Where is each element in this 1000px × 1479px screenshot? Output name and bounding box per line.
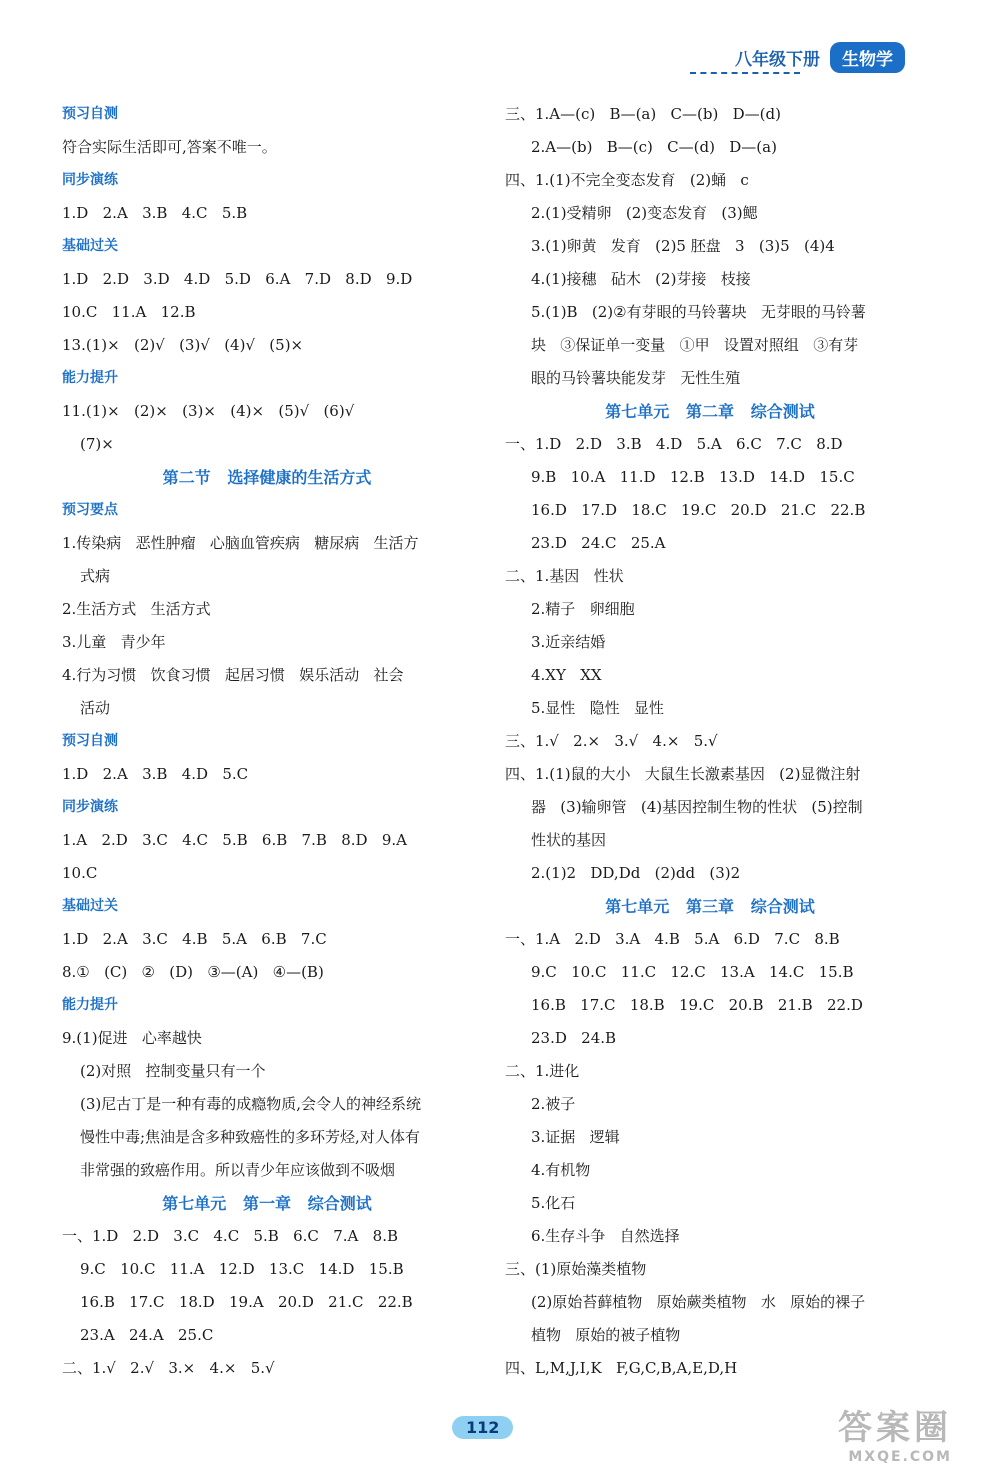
answer-line: 2.精子 卵细胞 — [531, 600, 635, 618]
section-heading: 第七单元 第三章 综合测试 — [605, 897, 815, 916]
answer-line: 3.(1)卵黄 发育 (2)5 胚盘 3 (3)5 (4)4 — [531, 237, 835, 255]
answer-line: (3)尼古丁是一种有毒的成瘾物质,会令人的神经系统 — [80, 1095, 422, 1113]
answer-line: 1.传染病 恶性肿瘤 心脑血管疾病 糖尿病 生活方 — [62, 534, 419, 552]
answer-line: 块 ③保证单一变量 ①甲 设置对照组 ③有芽 — [531, 336, 859, 354]
answer-line: 4.有机物 — [531, 1161, 591, 1179]
section-label: 预习自测 — [62, 733, 118, 749]
answer-line: 性状的基因 — [531, 831, 607, 849]
answer-line: 9.(1)促进 心率越快 — [62, 1029, 202, 1047]
answer-line: (2)原始苔藓植物 原始蕨类植物 水 原始的裸子 — [531, 1293, 866, 1311]
answer-line: 1.D 2.A 3.B 4.C 5.B — [62, 204, 248, 222]
answer-line: 3.儿童 青少年 — [62, 633, 166, 651]
answer-line: 16.B 17.C 18.D 19.A 20.D 21.C 22.B — [80, 1293, 413, 1311]
section-heading: 第七单元 第一章 综合测试 — [162, 1194, 372, 1213]
answer-line: 4.(1)接穗 砧木 (2)芽接 枝接 — [531, 270, 751, 288]
answer-line: 式病 — [80, 567, 111, 585]
answer-line: 二、1.√ 2.√ 3.× 4.× 5.√ — [62, 1359, 275, 1377]
section-label: 同步演练 — [62, 799, 118, 815]
page-header — [735, 42, 905, 73]
answer-line: 活动 — [80, 699, 111, 717]
section-label: 同步演练 — [62, 172, 118, 188]
answer-line: 1.A 2.D 3.C 4.C 5.B 6.B 7.B 8.D 9.A — [62, 831, 407, 849]
answer-line: 二、1.进化 — [505, 1062, 580, 1080]
header-divider — [690, 72, 800, 74]
section-label: 预习自测 — [62, 106, 118, 122]
answer-line: 四、1.(1)鼠的大小 大鼠生长激素基因 (2)显微注射 — [505, 765, 861, 783]
answer-line: 植物 原始的被子植物 — [531, 1326, 681, 1344]
answer-line: 16.D 17.D 18.C 19.C 20.D 21.C 22.B — [531, 501, 866, 519]
watermark-text: 答案圈 — [838, 1408, 952, 1448]
answer-line: 1.D 2.A 3.C 4.B 5.A 6.B 7.C — [62, 930, 327, 948]
answer-line: 三、(1)原始藻类植物 — [505, 1260, 647, 1278]
section-label: 能力提升 — [62, 997, 118, 1013]
answer-line: 5.(1)B (2)②有芽眼的马铃薯块 无芽眼的马铃薯 — [531, 303, 866, 321]
answer-line: 符合实际生活即可,答案不唯一。 — [62, 138, 277, 156]
answer-line: 2.生活方式 生活方式 — [62, 600, 211, 618]
section-heading: 第七单元 第二章 综合测试 — [605, 402, 815, 421]
answer-line: 13.(1)× (2)√ (3)√ (4)√ (5)× — [62, 336, 304, 354]
answer-line: 5.显性 隐性 显性 — [531, 699, 664, 717]
section-label: 基础过关 — [62, 238, 118, 254]
answer-line: 4.XY XX — [531, 666, 602, 684]
grade-label: 八年级下册 — [735, 50, 820, 70]
section-label: 基础过关 — [62, 898, 118, 914]
answer-line: 四、L,M,J,I,K F,G,C,B,A,E,D,H — [505, 1359, 738, 1377]
section-label: 预习要点 — [62, 502, 118, 518]
answer-line: 23.D 24.C 25.A — [531, 534, 666, 552]
answer-line: 1.D 2.D 3.D 4.D 5.D 6.A 7.D 8.D 9.D — [62, 270, 413, 288]
answer-line: 9.B 10.A 11.D 12.B 13.D 14.D 15.C — [531, 468, 855, 486]
answer-line: 2.(1)受精卵 (2)变态发育 (3)鳃 — [531, 204, 758, 222]
answer-line: 1.D 2.A 3.B 4.D 5.C — [62, 765, 249, 783]
answer-line: 三、1.√ 2.× 3.√ 4.× 5.√ — [505, 732, 718, 750]
answer-line: 2.被子 — [531, 1095, 576, 1113]
answer-line: 2.(1)2 DD,Dd (2)dd (3)2 — [531, 864, 741, 882]
answer-line: 器 (3)输卵管 (4)基因控制生物的性状 (5)控制 — [531, 798, 863, 816]
answer-line: 一、1.D 2.D 3.B 4.D 5.A 6.C 7.C 8.D — [505, 435, 843, 453]
answer-line: 3.近亲结婚 — [531, 633, 606, 651]
section-heading: 第二节 选择健康的生活方式 — [162, 468, 372, 487]
answer-line: 6.生存斗争 自然选择 — [531, 1227, 680, 1245]
section-label: 能力提升 — [62, 370, 118, 386]
answer-line: 8.① (C) ② (D) ③—(A) ④—(B) — [62, 963, 324, 981]
answer-line: 23.D 24.B — [531, 1029, 617, 1047]
left-column — [62, 98, 472, 1385]
answer-line: 10.C 11.A 12.B — [62, 303, 196, 321]
answer-line: 23.A 24.A 25.C — [80, 1326, 214, 1344]
answer-line: 三、1.A—(c) B—(a) C—(b) D—(d) — [505, 105, 781, 123]
answer-line: 二、1.基因 性状 — [505, 567, 624, 585]
answer-line: 3.证据 逻辑 — [531, 1128, 620, 1146]
answer-line: (7)× — [80, 435, 114, 453]
answer-line: 一、1.D 2.D 3.C 4.C 5.B 6.C 7.A 8.B — [62, 1227, 398, 1245]
answer-line: 四、1.(1)不完全变态发育 (2)蛹 c — [505, 171, 749, 189]
answer-line: (2)对照 控制变量只有一个 — [80, 1062, 266, 1080]
answer-line: 16.B 17.C 18.B 19.C 20.B 21.B 22.D — [531, 996, 863, 1014]
answer-line: 5.化石 — [531, 1194, 576, 1212]
answer-line: 慢性中毒;焦油是含多种致癌性的多环芳烃,对人体有 — [80, 1128, 420, 1146]
answer-line: 眼的马铃薯块能发芽 无性生殖 — [531, 369, 741, 387]
answer-line: 非常强的致癌作用。所以青少年应该做到不吸烟 — [80, 1161, 396, 1179]
answer-line: 一、1.A 2.D 3.A 4.B 5.A 6.D 7.C 8.B — [505, 930, 840, 948]
page-number: 112 — [452, 1416, 513, 1439]
watermark-logo — [838, 1400, 952, 1465]
right-column — [505, 98, 915, 1385]
answer-line: 11.(1)× (2)× (3)× (4)× (5)√ (6)√ — [62, 402, 355, 420]
answer-line: 9.C 10.C 11.A 12.D 13.C 14.D 15.B — [80, 1260, 404, 1278]
watermark-url: MXQE.COM — [848, 1449, 952, 1465]
answer-line: 4.行为习惯 饮食习惯 起居习惯 娱乐活动 社会 — [62, 666, 404, 684]
answer-line: 9.C 10.C 11.C 12.C 13.A 14.C 15.B — [531, 963, 854, 981]
answer-line: 10.C — [62, 864, 98, 882]
answer-line: 2.A—(b) B—(c) C—(d) D—(a) — [531, 138, 777, 156]
subject-badge: 生物学 — [830, 42, 905, 73]
